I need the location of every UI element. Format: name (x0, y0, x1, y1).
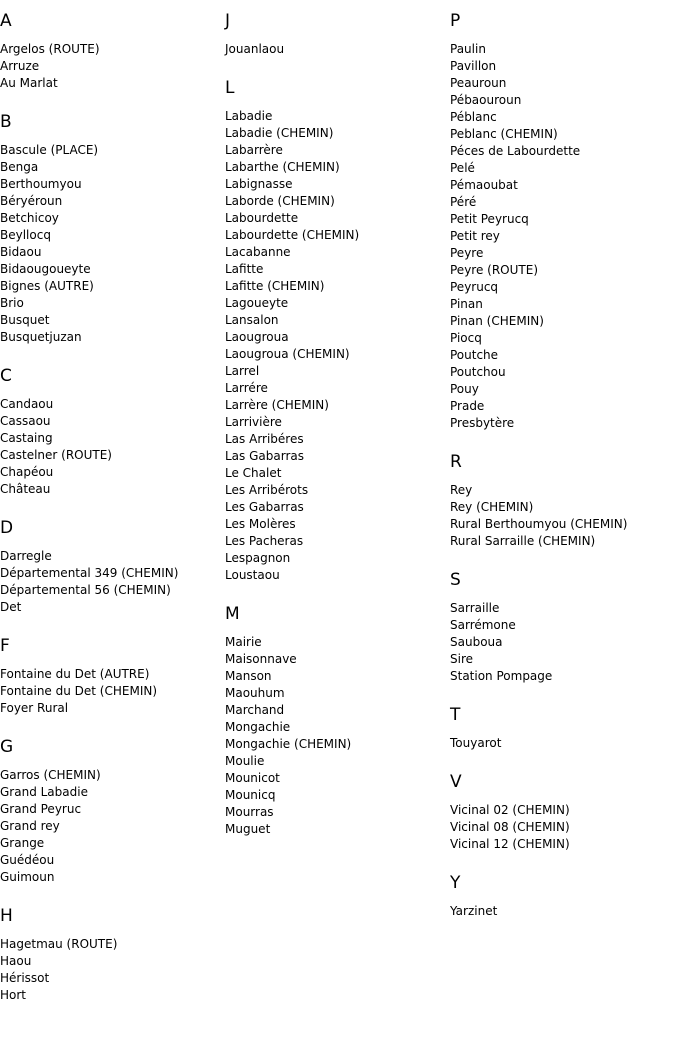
street-name: Grange (0, 836, 45, 850)
street-name: Rey (CHEMIN) (450, 500, 534, 514)
street-name: Berthoumyou (0, 177, 82, 191)
street-name: Lansalon (225, 313, 279, 327)
street-name: Manson (225, 669, 272, 683)
street-name: Bidaou (0, 245, 42, 259)
letter-group-y (450, 873, 675, 920)
street-name: Mourras (225, 805, 274, 819)
street-name: Départemental 56 (CHEMIN) (0, 583, 171, 597)
letter-group-f (0, 636, 225, 717)
section-letter: P (450, 11, 461, 31)
street-name: Sarraille (450, 601, 500, 615)
street-name: Paulin (450, 42, 486, 56)
index-column-3 (450, 0, 675, 940)
section-letter: V (450, 772, 462, 792)
street-name: Poutchou (450, 365, 506, 379)
street-name: Bidaougoueyte (0, 262, 91, 276)
street-name: Lafitte (225, 262, 264, 276)
street-name: Presbytère (450, 416, 515, 430)
street-name: Rey (450, 483, 473, 497)
street-name: Les Arribérots (225, 483, 309, 497)
street-name: Mairie (225, 635, 262, 649)
street-name: Guimoun (0, 870, 55, 884)
street-name: Labourdette (225, 211, 299, 225)
section-letter: F (0, 636, 10, 656)
street-name: Candaou (0, 397, 54, 411)
street-name: Les Pacheras (225, 534, 304, 548)
street-name: Jouanlaou (225, 42, 285, 56)
street-list (225, 41, 450, 58)
street-list (0, 666, 225, 717)
street-list (0, 41, 225, 92)
street-name: Mounicq (225, 788, 276, 802)
letter-group-m (225, 604, 450, 838)
street-name: Las Gabarras (225, 449, 304, 463)
street-list (450, 482, 675, 550)
street-name: Château (0, 482, 51, 496)
street-name: Touyarot (450, 736, 502, 750)
letter-group-b (0, 112, 225, 346)
street-name: Arruze (0, 59, 40, 73)
street-name: Pouy (450, 382, 479, 396)
street-name: Grand Labadie (0, 785, 88, 799)
street-name: Moulie (225, 754, 265, 768)
section-letter: A (0, 11, 12, 31)
street-name: Peyre (ROUTE) (450, 263, 539, 277)
street-name: Yarzinet (450, 904, 498, 918)
street-name: Marchand (225, 703, 285, 717)
street-list (450, 802, 675, 853)
letter-group-c (0, 366, 225, 498)
street-name: Beyllocq (0, 228, 51, 242)
street-name: Au Marlat (0, 76, 58, 90)
letter-group-v (450, 772, 675, 853)
street-name: Hérissot (0, 971, 50, 985)
street-name: Pelé (450, 161, 475, 175)
street-name: Castaing (0, 431, 53, 445)
section-letter: H (0, 906, 13, 926)
street-name: Péces de Labourdette (450, 144, 581, 158)
street-name: Grand rey (0, 819, 60, 833)
letter-group-j (225, 11, 450, 58)
street-name: Lespagnon (225, 551, 291, 565)
street-list (225, 108, 450, 584)
street-name: Les Molères (225, 517, 296, 531)
section-letter: T (450, 705, 461, 725)
street-name: Peauroun (450, 76, 507, 90)
section-letter: B (0, 112, 12, 132)
street-name: Pavillon (450, 59, 497, 73)
street-list (0, 936, 225, 1004)
street-name: Péré (450, 195, 477, 209)
street-name: Larrivière (225, 415, 282, 429)
street-name: Laougroua (225, 330, 289, 344)
street-name: Vicinal 08 (CHEMIN) (450, 820, 570, 834)
street-name: Bascule (PLACE) (0, 143, 99, 157)
section-letter: J (225, 11, 231, 31)
street-name: Mounicot (225, 771, 280, 785)
street-name: Poutche (450, 348, 499, 362)
street-name: Peyrucq (450, 280, 499, 294)
street-name: Les Gabarras (225, 500, 304, 514)
section-letter: Y (450, 873, 461, 893)
street-name: Brio (0, 296, 24, 310)
street-name: Darregle (0, 549, 52, 563)
street-name: Guédéou (0, 853, 55, 867)
letter-group-h (0, 906, 225, 1004)
street-name: Larrère (CHEMIN) (225, 398, 329, 412)
street-name: Mongachie (225, 720, 291, 734)
street-name: Foyer Rural (0, 701, 69, 715)
section-letter: C (0, 366, 12, 386)
street-name: Pébaouroun (450, 93, 522, 107)
street-name: Maisonnave (225, 652, 297, 666)
street-name: Hort (0, 988, 27, 1002)
street-list (450, 41, 675, 432)
section-letter: R (450, 452, 462, 472)
street-name: Petit Peyrucq (450, 212, 529, 226)
street-name: Labadie (225, 109, 273, 123)
street-list (450, 735, 675, 752)
street-name: Rural Berthoumyou (CHEMIN) (450, 517, 628, 531)
street-name: Sauboua (450, 635, 503, 649)
street-name: Petit rey (450, 229, 500, 243)
street-name: Laougroua (CHEMIN) (225, 347, 350, 361)
street-list (0, 548, 225, 616)
street-name: Argelos (ROUTE) (0, 42, 100, 56)
street-name: Le Chalet (225, 466, 282, 480)
street-name: Cassaou (0, 414, 51, 428)
street-name: Labarthe (CHEMIN) (225, 160, 340, 174)
street-name: Peblanc (CHEMIN) (450, 127, 558, 141)
street-name: Busquetjuzan (0, 330, 82, 344)
street-name: Larrel (225, 364, 260, 378)
street-name: Larrére (225, 381, 268, 395)
street-name: Lagoueyte (225, 296, 289, 310)
street-name: Hagetmau (ROUTE) (0, 937, 118, 951)
street-name: Muguet (225, 822, 271, 836)
street-name: Labarrère (225, 143, 283, 157)
street-name: Las Arribéres (225, 432, 304, 446)
street-name: Fontaine du Det (CHEMIN) (0, 684, 158, 698)
street-name: Pinan (CHEMIN) (450, 314, 544, 328)
section-letter: D (0, 518, 14, 538)
street-name: Rural Sarraille (CHEMIN) (450, 534, 596, 548)
street-list (0, 767, 225, 886)
street-name: Béryéroun (0, 194, 63, 208)
letter-group-p (450, 11, 675, 432)
index-column-2 (225, 0, 450, 858)
letter-group-a (0, 11, 225, 92)
street-name: Pémaoubat (450, 178, 518, 192)
street-name: Bignes (AUTRE) (0, 279, 94, 293)
street-name: Lafitte (CHEMIN) (225, 279, 325, 293)
street-list (0, 396, 225, 498)
street-name: Laborde (CHEMIN) (225, 194, 335, 208)
street-name: Labignasse (225, 177, 293, 191)
section-letter: S (450, 570, 461, 590)
letter-group-t (450, 705, 675, 752)
street-name: Grand Peyruc (0, 802, 82, 816)
street-name: Haou (0, 954, 32, 968)
street-name: Sire (450, 652, 474, 666)
street-name: Loustaou (225, 568, 280, 582)
street-list (225, 634, 450, 838)
street-name: Vicinal 12 (CHEMIN) (450, 837, 570, 851)
street-name: Mongachie (CHEMIN) (225, 737, 352, 751)
street-name: Prade (450, 399, 485, 413)
letter-group-s (450, 570, 675, 685)
street-name: Labadie (CHEMIN) (225, 126, 334, 140)
letter-group-r (450, 452, 675, 550)
index-column-1 (0, 0, 225, 1024)
street-name: Péblanc (450, 110, 497, 124)
street-name: Betchicoy (0, 211, 59, 225)
street-name: Maouhum (225, 686, 285, 700)
letter-group-d (0, 518, 225, 616)
street-name: Pinan (450, 297, 483, 311)
letter-group-l (225, 78, 450, 584)
street-name: Peyre (450, 246, 484, 260)
street-name: Départemental 349 (CHEMIN) (0, 566, 179, 580)
street-list (450, 903, 675, 920)
street-name: Vicinal 02 (CHEMIN) (450, 803, 570, 817)
section-letter: L (225, 78, 235, 98)
street-name: Castelner (ROUTE) (0, 448, 112, 462)
street-name: Fontaine du Det (AUTRE) (0, 667, 150, 681)
section-letter: G (0, 737, 14, 757)
street-name: Garros (CHEMIN) (0, 768, 101, 782)
street-name: Det (0, 600, 22, 614)
letter-group-g (0, 737, 225, 886)
street-name: Lacabanne (225, 245, 291, 259)
street-name: Piocq (450, 331, 482, 345)
section-letter: M (225, 604, 240, 624)
street-list (450, 600, 675, 685)
street-name: Benga (0, 160, 39, 174)
street-name: Station Pompage (450, 669, 553, 683)
street-name: Chapéou (0, 465, 54, 479)
street-name: Busquet (0, 313, 50, 327)
street-name: Labourdette (CHEMIN) (225, 228, 360, 242)
street-list (0, 142, 225, 346)
street-name: Sarrémone (450, 618, 516, 632)
